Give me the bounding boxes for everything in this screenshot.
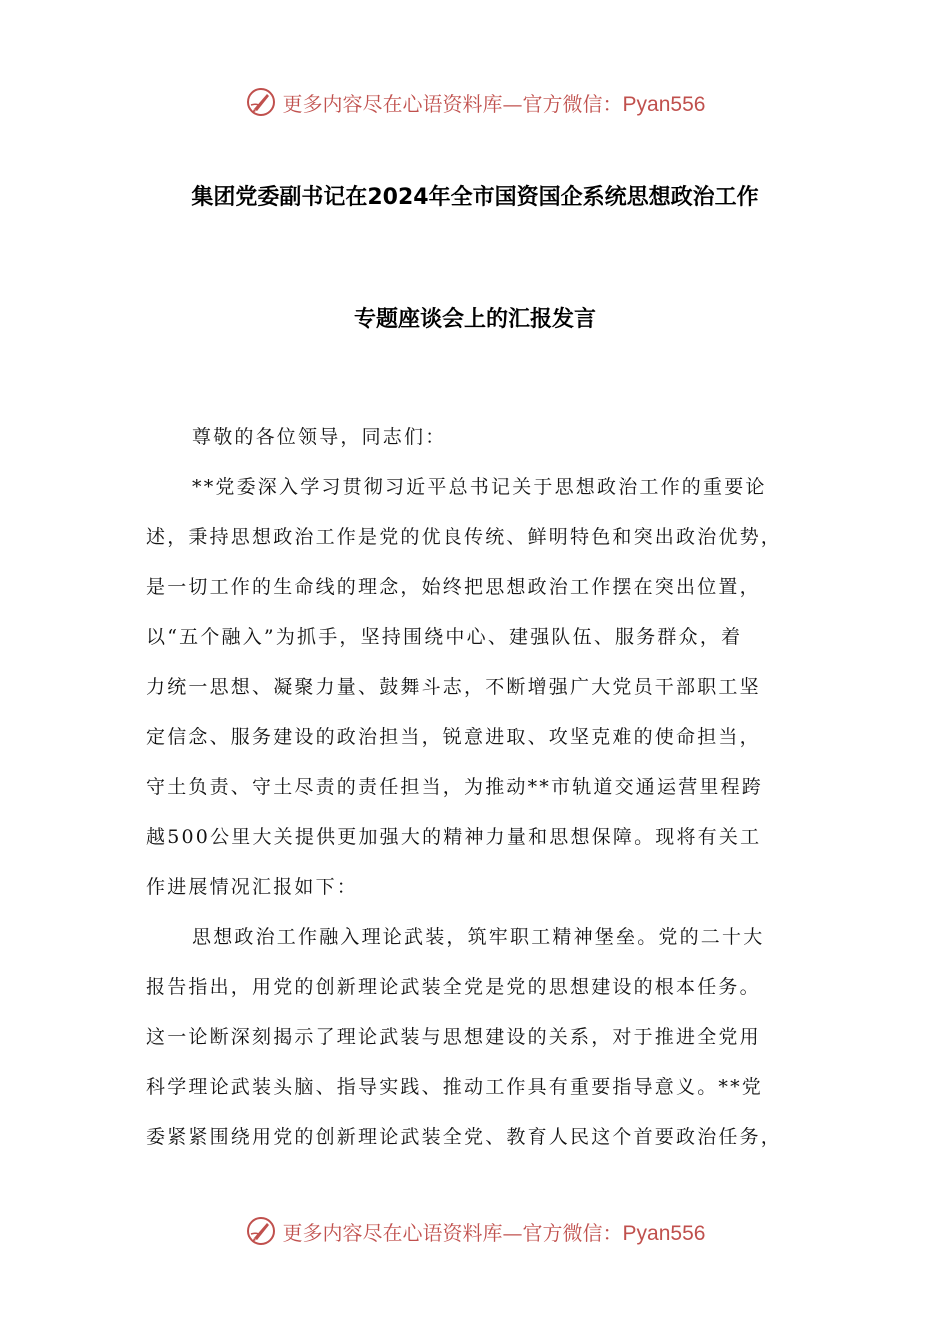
greeting-line: 尊敬的各位领导，同志们： [192, 426, 447, 448]
watermark-text [283, 1217, 706, 1246]
watermark-main: 更多内容尽在心语资料库 [282, 1220, 503, 1245]
paragraph-line: 以“五个融入”为抓手，坚持围绕中心、建强队伍、服务群众，着 [146, 626, 743, 648]
document-title-line1: 集团党委副书记在2024年全市国资国企系统思想政治工作 [191, 185, 759, 210]
document-body [146, 412, 806, 1162]
paragraph-line: 报告指出，用党的创新理论武装全党是党的思想建设的根本任务。 [146, 976, 761, 998]
paragraph-line: 委紧紧围绕用党的创新理论武装全党、教育人民这个首要政治任务， [146, 1126, 783, 1148]
paragraph-line: 守土负责、守土尽责的责任担当，为推动**市轨道交通运营里程跨 [146, 776, 764, 798]
watermark-separator: — [502, 91, 523, 116]
paragraph-1 [146, 462, 806, 912]
watermark-main: 更多内容尽在心语资料库 [282, 91, 503, 116]
paragraph-line: 力统一思想、凝聚力量、鼓舞斗志，不断增强广大党员干部职工坚 [146, 676, 761, 698]
quill-logo-icon [245, 1215, 277, 1247]
paragraph-line: 定信念、服务建设的政治担当，锐意进取、攻坚克难的使命担当， [146, 726, 761, 748]
watermark-wechat-id: Pyan556 [622, 92, 706, 116]
paragraph-line: 这一论断深刻揭示了理论武装与思想建设的关系，对于推进全党用 [146, 1026, 761, 1048]
watermark-label: 官方微信： [522, 91, 623, 116]
paragraph-2 [146, 912, 806, 1162]
paragraph-line: 是一切工作的生命线的理念，始终把思想政治工作摆在突出位置， [146, 576, 761, 598]
paragraph-line: **党委深入学习贯彻习近平总书记关于思想政治工作的重要论 [192, 476, 767, 498]
footer-watermark [0, 1211, 950, 1251]
watermark-wechat-id: Pyan556 [622, 1221, 706, 1245]
quill-logo-icon [245, 86, 277, 118]
paragraph-line: 思想政治工作融入理论武装，筑牢职工精神堡垒。党的二十大 [192, 926, 765, 948]
header-watermark [0, 82, 950, 122]
paragraph-line: 科学理论武装头脑、指导实践、推动工作具有重要指导意义。**党 [146, 1076, 764, 1098]
watermark-label: 官方微信： [522, 1220, 623, 1245]
watermark-text [283, 88, 706, 117]
paragraph-line: 述，秉持思想政治工作是党的优良传统、鲜明特色和突出政治优势， [146, 526, 783, 548]
document-title-line2: 专题座谈会上的汇报发言 [353, 307, 596, 332]
greeting [146, 412, 806, 462]
paragraph-line: 作进展情况汇报如下： [146, 876, 359, 898]
paragraph-line: 越500公里大关提供更加强大的精神力量和思想保障。现将有关工 [146, 826, 762, 848]
watermark-separator: — [502, 1220, 523, 1245]
